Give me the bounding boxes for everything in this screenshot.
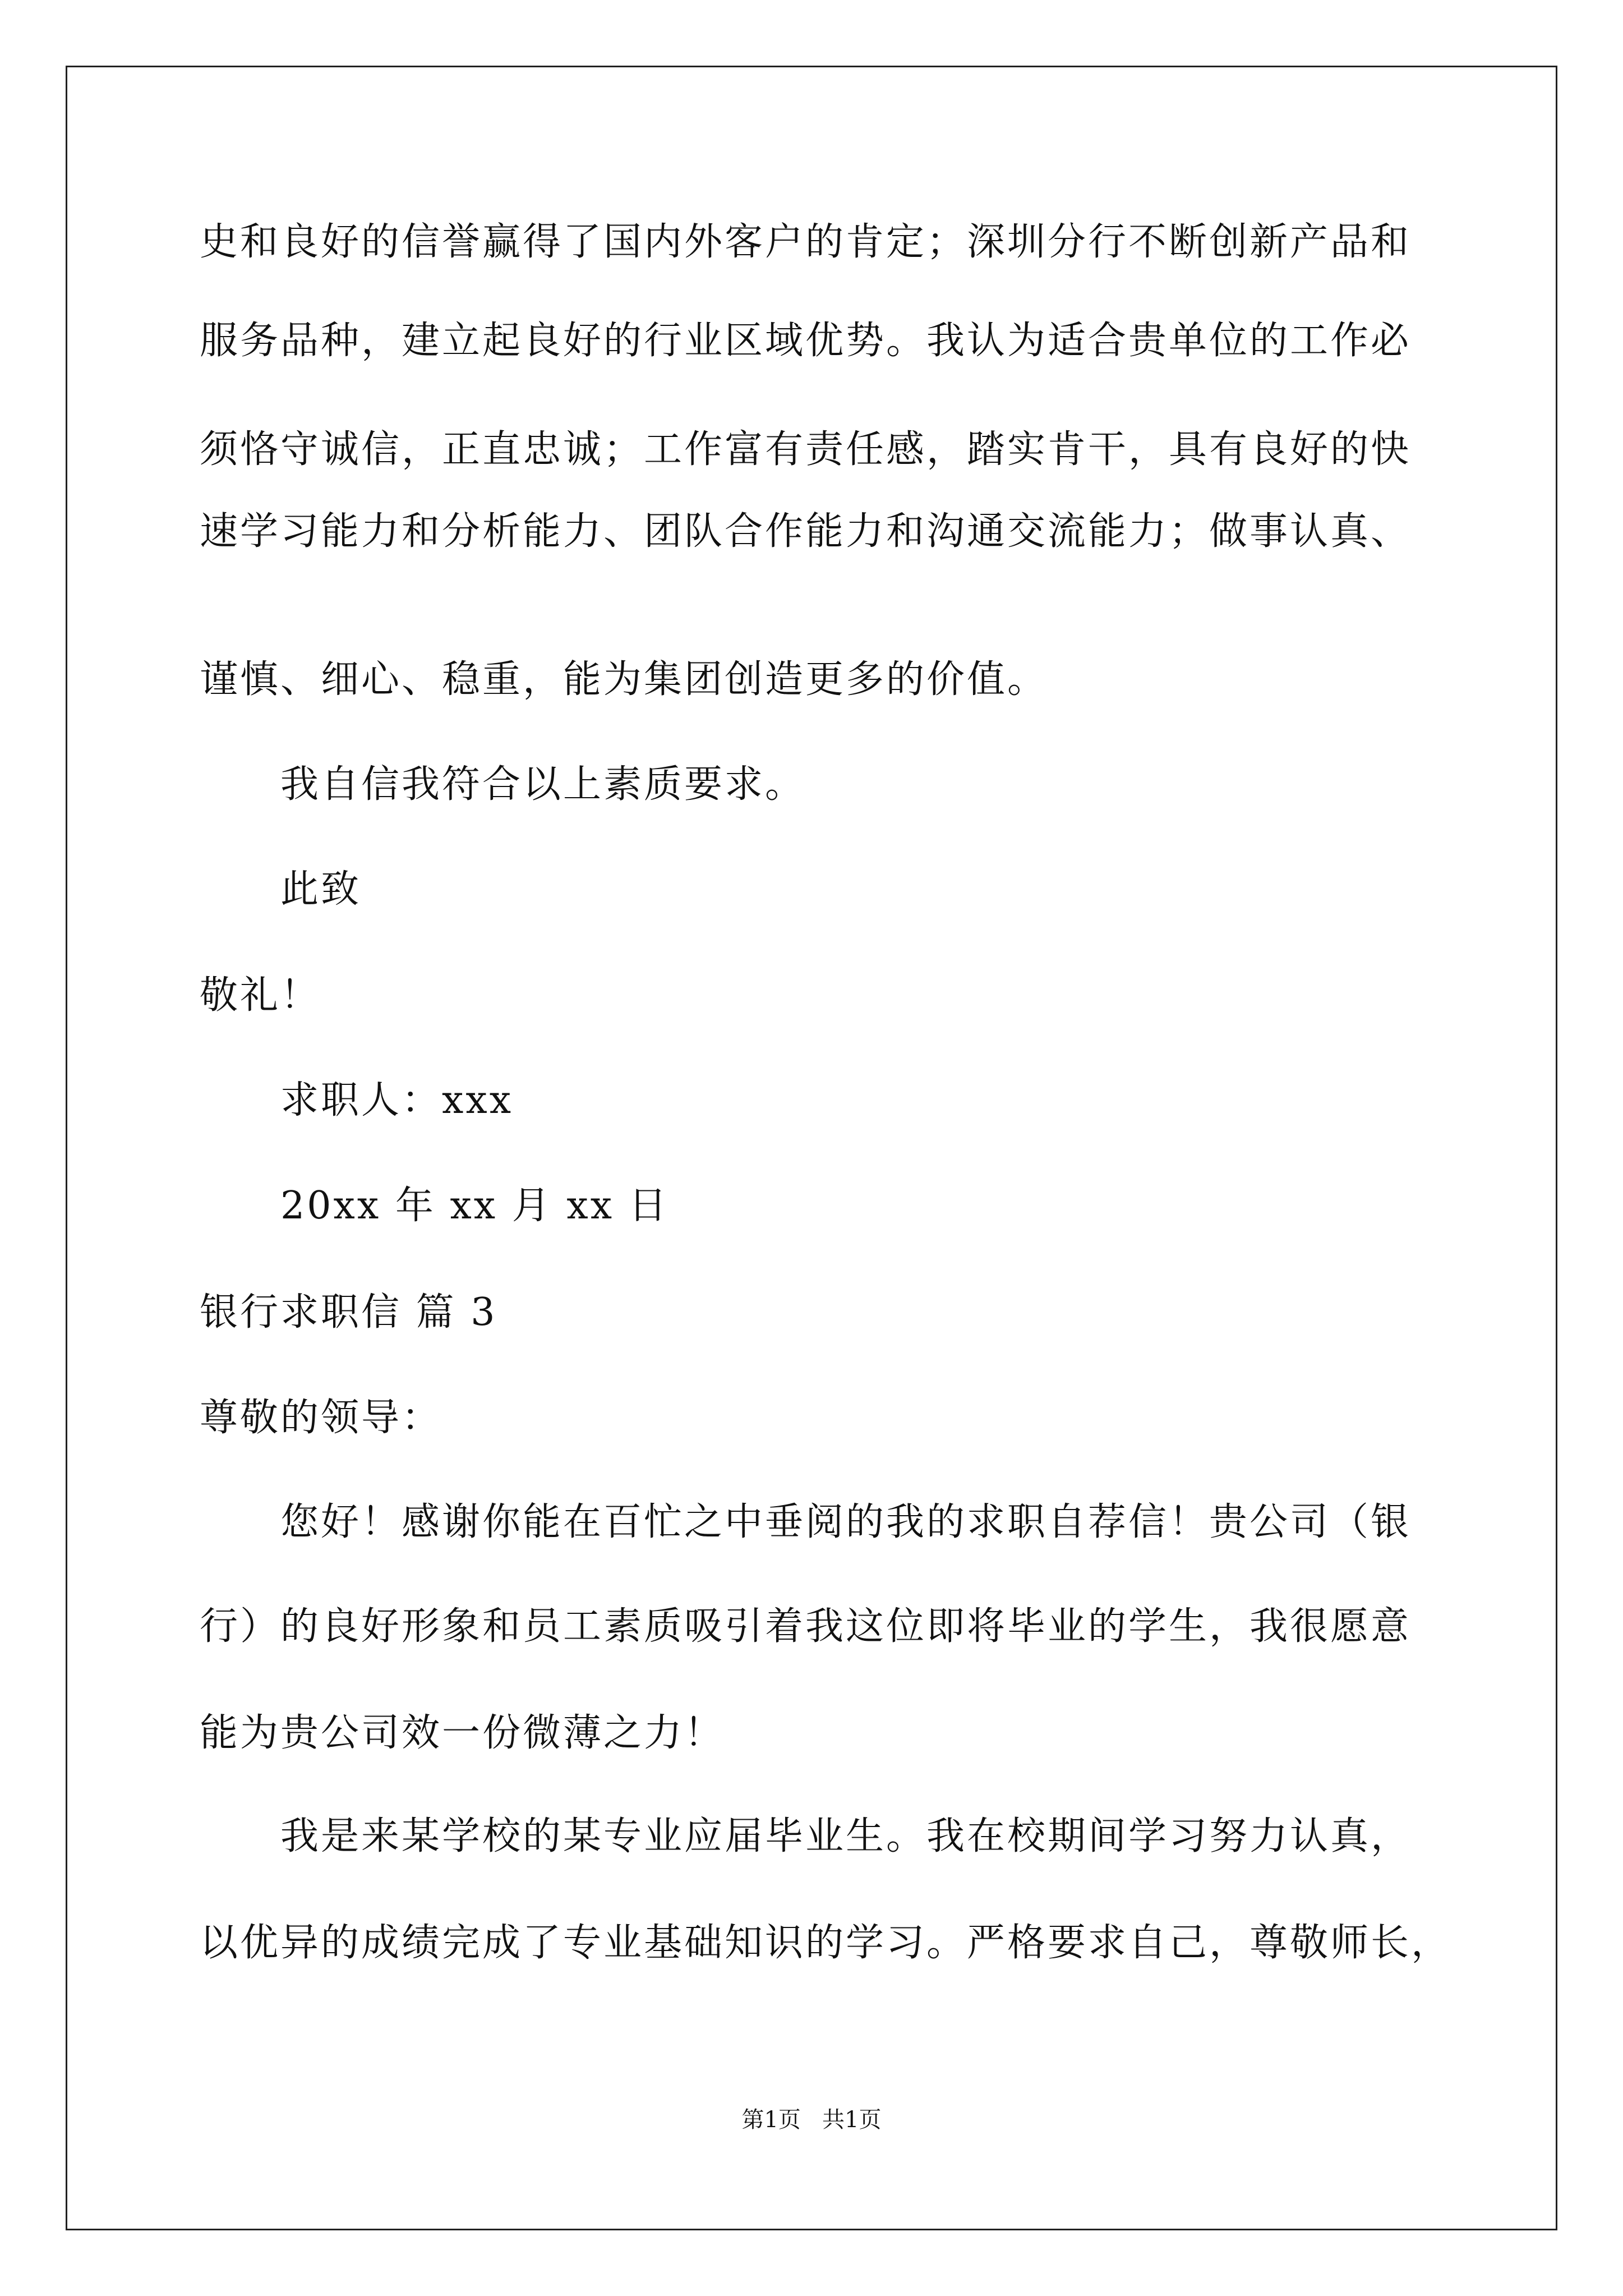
body-paragraph-line: 我是来某学校的某专业应届毕业生。我在校期间学习努力认真， bbox=[280, 1814, 1412, 1858]
section-heading: 银行求职信 篇 3 bbox=[200, 1290, 497, 1335]
body-line: 行）的良好形象和员工素质吸引着我这位即将毕业的学生，我很愿意 bbox=[200, 1604, 1412, 1649]
page-border bbox=[66, 66, 1557, 2230]
body-line: 谨慎、细心、稳重，能为集团创造更多的价值。 bbox=[200, 657, 1048, 702]
body-line: 能为贵公司效一份微薄之力！ bbox=[200, 1711, 725, 1755]
body-paragraph-line: 我自信我符合以上素质要求。 bbox=[280, 762, 806, 807]
body-line: 速学习能力和分析能力、团队合作能力和沟通交流能力；做事认真、 bbox=[200, 509, 1412, 554]
letter-greeting: 尊敬的领导： bbox=[200, 1396, 442, 1440]
body-line: 服务品种，建立起良好的行业区域优势。我认为适合贵单位的工作必 bbox=[200, 319, 1412, 363]
letter-date: 20xx 年 xx 月 xx 日 bbox=[280, 1184, 669, 1228]
body-line: 须恪守诚信，正直忠诚；工作富有责任感，踏实肯干，具有良好的快 bbox=[200, 427, 1412, 472]
closing-respect: 敬礼！ bbox=[200, 973, 321, 1018]
body-line: 史和良好的信誉赢得了国内外客户的肯定；深圳分行不断创新产品和 bbox=[200, 220, 1412, 264]
applicant-signature: 求职人：xxx bbox=[280, 1078, 514, 1122]
body-paragraph-line: 您好！感谢你能在百忙之中垂阅的我的求职自荐信！贵公司（银 bbox=[280, 1500, 1412, 1544]
body-line: 以优异的成绩完成了专业基础知识的学习。严格要求自己，尊敬师长， bbox=[200, 1921, 1452, 1965]
page-number-footer: 第1页 共1页 bbox=[741, 2107, 882, 2133]
closing-salutation: 此致 bbox=[280, 867, 362, 912]
